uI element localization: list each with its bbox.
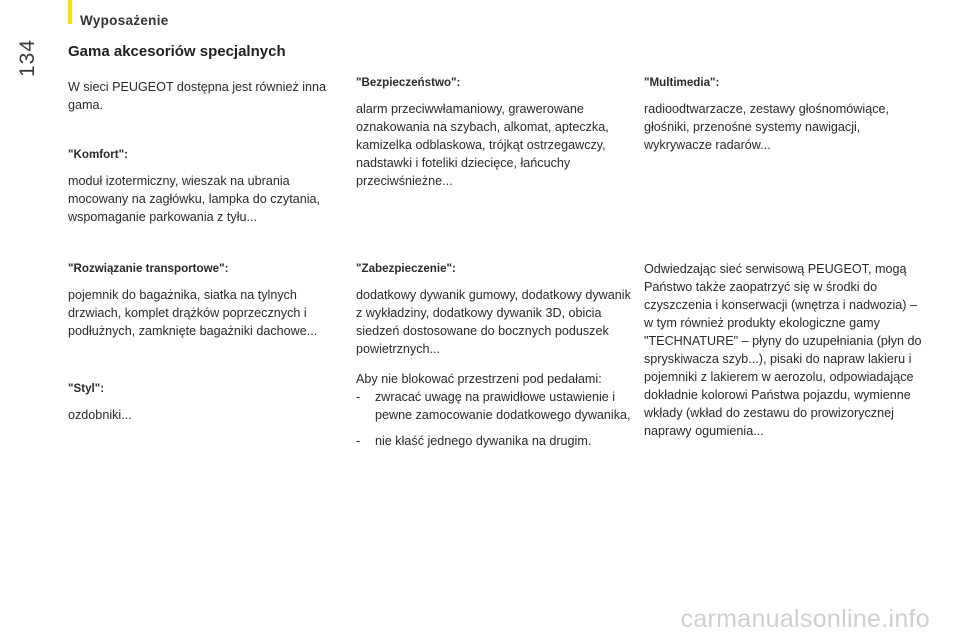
pedal-note: Aby nie blokować przestrzeni pod pedałami:: [356, 372, 602, 386]
komfort-block: [68, 146, 343, 226]
technature-text: Odwiedzając sieć serwisową PEUGEOT, mogą Państwo także zaopatrzyć się w środki do czyszczenia i konserwacji (wnętrza i nadwozia) – w tym również produkty ekologiczne gamy "TECHNATURE" – płyny do uzupełniania (płyn do spryskiwacza szyb...), pisaki do napraw lakieru i pojemniki z lakierem w aerozolu, odpowiadające dokładnie kolorowi Państwa pojazdu, wymienne wkłady (wkład do zestawu do prowizorycznej naprawy ogumienia...: [644, 262, 922, 438]
page-number-text: 134: [16, 38, 40, 78]
zabezpieczenie-block: [356, 260, 631, 458]
styl-label: "Styl":: [68, 382, 105, 395]
page-number: [14, 38, 42, 78]
technature-block: [644, 260, 924, 440]
list-item-text: nie kłaść jednego dywanika na drugim.: [375, 434, 592, 448]
list-dash: -: [356, 434, 361, 448]
watermark: carmanualsonline.info: [680, 605, 930, 633]
bezpieczenstwo-label: "Bezpieczeństwo":: [356, 76, 461, 89]
intro-block: [68, 78, 343, 114]
multimedia-block: [644, 74, 924, 154]
pedal-warning-list: [356, 388, 631, 450]
section-title: Wyposażenie: [80, 13, 169, 28]
bezpieczenstwo-text: alarm przeciwwłamaniowy, grawerowane oznakowania na szybach, alkomat, apteczka, kamizelka odblaskowa, trójkąt ostrzegawczy, nadstawki i foteliki dziecięce, łańcuchy przeciwśnieżne...: [356, 102, 609, 188]
komfort-text: moduł izotermiczny, wieszak na ubrania mocowany na zagłówku, lampka do czytania, wspomaganie parkowania z tyłu...: [68, 174, 321, 224]
transport-block: [68, 260, 343, 340]
zabezpieczenie-label: "Zabezpieczenie":: [356, 262, 456, 275]
list-item: [356, 388, 631, 424]
intro-text: W sieci PEUGEOT dostępna jest również inna gama.: [68, 80, 327, 112]
multimedia-label: "Multimedia":: [644, 76, 720, 89]
styl-block: [68, 380, 343, 424]
transport-text: pojemnik do bagażnika, siatka na tylnych drzwiach, komplet drążków poprzecznych i podłużnych, zamknięte bagażniki dachowe...: [68, 288, 318, 338]
komfort-label: "Komfort":: [68, 148, 128, 161]
page-heading: Gama akcesoriów specjalnych: [68, 43, 286, 60]
styl-text: ozdobniki...: [68, 408, 132, 422]
list-item-text: zwracać uwagę na prawidłowe ustawienie i pewne zamocowanie dodatkowego dywanika,: [375, 390, 631, 422]
multimedia-text: radioodtwarzacze, zestawy głośnomówiące, głośniki, przenośne systemy nawigacji, wykrywacze radarów...: [644, 102, 889, 152]
list-item: [356, 432, 631, 450]
zabezpieczenie-text: dodatkowy dywanik gumowy, dodatkowy dywanik z wykładziny, dodatkowy dywanik 3D, obicia siedzeń dostosowane do bocznych poduszek powietrznych...: [356, 288, 631, 356]
section-accent-bar: [68, 0, 72, 24]
transport-label: "Rozwiązanie transportowe":: [68, 262, 229, 275]
list-dash: -: [356, 390, 361, 404]
bezpieczenstwo-block: [356, 74, 631, 190]
